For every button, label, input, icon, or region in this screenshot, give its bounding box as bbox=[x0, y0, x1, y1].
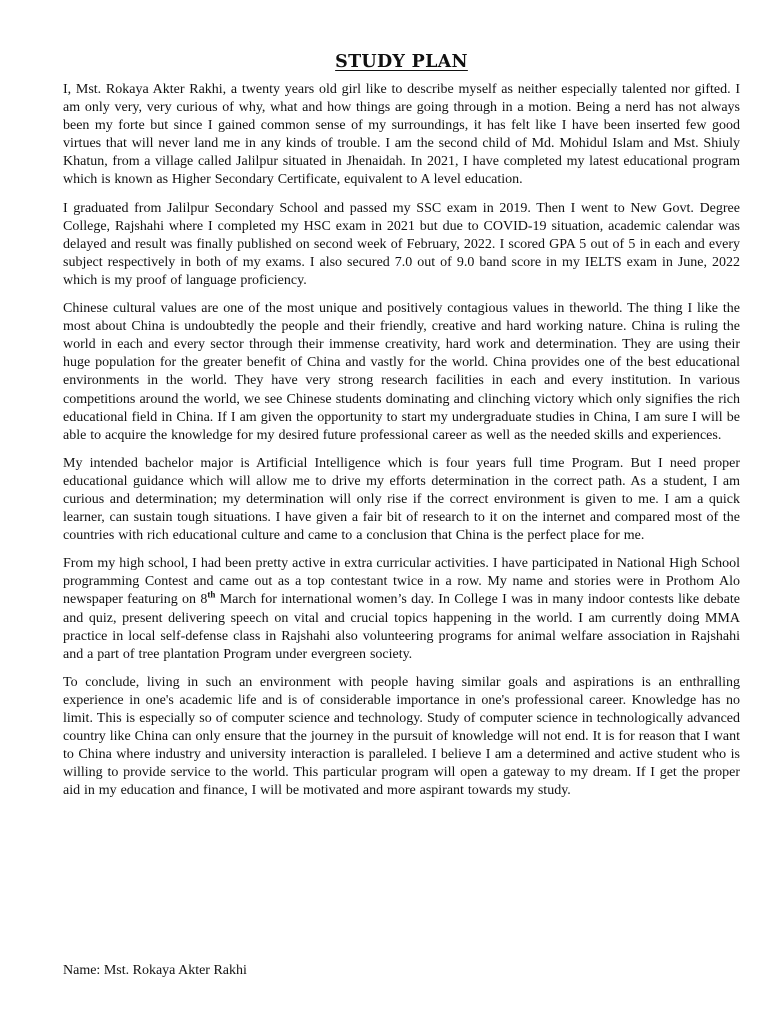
paragraph-activities-part2: March for international women’s day. In College I was in many indoor contests like debate and quiz, present delivering speech on vital and crucial topics happening in the world. I am currently doing MMA practice in local self-defense class in Rajshahi also volunteering programs for animal welfare association in Rajshahi and a part of tree plantation Program under evergreen society. bbox=[63, 592, 740, 662]
paragraph-introduction: I, Mst. Rokaya Akter Rakhi, a twenty years old girl like to describe myself as neither especially talented nor gifted. I am only very, very curious of why, what and how things are going through in a motion. Being a nerd has not always been my forte but since I gained common sense of my surroundings, it has felt like I have been inserted few good virtues that will never land me in any kinds of trouble. I am the second child of Md. Mohidul Islam and Mst. Shiuly Khatun, from a village called Jalilpur situated in Jhenaidah. In 2021, I have completed my latest educational program which is known as Higher Secondary Certificate, equivalent to A level education. bbox=[63, 82, 740, 188]
paragraph-activities bbox=[63, 555, 740, 664]
paragraph-china-values: Chinese cultural values are one of the most unique and positively contagious values in theworld. The thing I like the most about China is undoubtedly the people and their friendly, creative and hard working nature. China is ruling the world in each and every sector through their immense creativity, hard work and determination. They are using their huge population for the greater benefit of China and vastly for the world. China provides one of the best educational environments in the world. They have very strong research facilities in each and every institution. In various competitions around the world, we see Chinese students dominating and clinching victory which only signifies the rich educational field in China. If I am given the opportunity to start my undergraduate studies in China, I am sure I will be able to acquire the knowledge for my desired future professional career as well as the needed skills and experiences. bbox=[63, 301, 740, 443]
paragraph-conclusion: To conclude, living in such an environment with people having similar goals and aspirations is an enthralling experience in one's academic life and is of considerable importance in one's professional career. Knowledge has no limit. This is especially so of computer science and technology. Study of computer science in technologically advanced country like China can only ensure that the journey in the pursuit of knowledge will not end. It is for reason that I want to China where industry and university interaction is paralleled. I believe I am a determined and active student who is willing to provide service to the world. This particular program will open a gateway to my dream. If I get the proper aid in my education and finance, I will be motivated and more aspirant towards my study. bbox=[63, 674, 740, 799]
signature-name: Name: Mst. Rokaya Akter Rakhi bbox=[63, 963, 247, 978]
paragraph-activities-part1: From my high school, I had been pretty active in extra curricular activities. I have participated in National High School programming Contest and came out as a top contestant twice in a row. My name and stories were in Prothom Alo newspaper featuring on 8 bbox=[63, 556, 740, 608]
document-page bbox=[63, 52, 740, 810]
ordinal-superscript: th bbox=[207, 589, 216, 600]
document-title: STUDY PLAN bbox=[335, 52, 468, 72]
paragraph-major: My intended bachelor major is Artificial Intelligence which is four years full time Program. But I need proper educational guidance which will allow me to drive my efforts determination in the correct path. As a student, I am curious and determination; my determination will only rise if the correct environment is given to me. I am a quick learner, can sustain tough situations. I have given a fair bit of research to it on the internet and compared most of the countries with rich educational culture and came to a conclusion that China is the perfect place for me. bbox=[63, 455, 740, 544]
paragraph-education: I graduated from Jalilpur Secondary School and passed my SSC exam in 2019. Then I went to New Govt. Degree College, Rajshahi where I completed my HSC exam in 2021 but due to COVID-19 situation, academic calendar was delayed and result was finally published on second week of February, 2022. I scored GPA 5 out of 5 in each and every subject respectively in both of my exams. I also secured 7.0 out of 9.0 band score in my IELTS exam in June, 2022 which is my proof of language proficiency. bbox=[63, 200, 740, 288]
